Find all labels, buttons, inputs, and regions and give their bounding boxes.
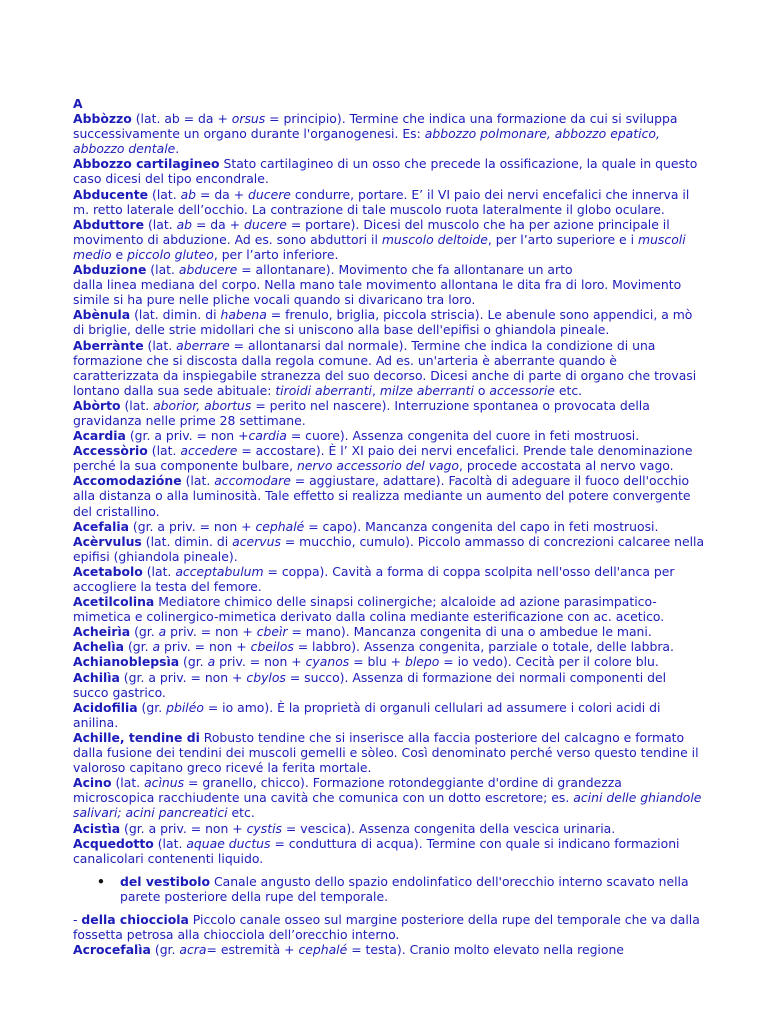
entry-text: , [372,382,380,398]
entry-term: Achille, tendine di [73,729,200,745]
entry-text: = succo). Assenza di formazione dei normali componenti del succo gastrico. [73,669,667,700]
entry-italic-text: cbeilos [250,639,294,655]
entry-italic-text: acervus [232,533,281,549]
glossary-entry [73,534,705,564]
entry-term: Acardia [73,428,126,444]
glossary-entry [73,654,705,669]
entry-italic-text: acra [179,942,207,958]
entry-text: (gr. a priv. = non + [120,820,247,836]
entry-term: Acidofilia [73,699,138,715]
entry-text: Stato cartilagineo di un osso che precede la ossificazione, la quale in questo caso dicesi del tipo encondrale. [73,156,698,187]
entry-italic-text: accedere [180,443,238,459]
entry-text: (lat. [143,337,177,353]
glossary-entry [73,519,705,534]
glossary-entry [73,700,705,730]
entry-italic-text: cyanos [305,654,350,670]
entry-text: , procede accostata al nervo vago. [459,458,674,474]
entries-list [73,111,705,866]
entry-italic-text: acìnus [144,775,185,791]
glossary-entry [73,307,705,337]
entry-term: Abduzione [73,262,147,278]
entry-term: Abduttore [73,216,145,232]
entry-term: Abòrto [73,397,121,413]
entry-text: = perito nel nascere). Interruzione spontanea o provocata della gravidanza nelle prime 28 settimane. [73,397,650,428]
entry-term: Aberrànte [73,337,144,353]
entry-italic-text: acini delle ghiandole salivari; acini pancreatici [73,790,702,821]
entry-text: = cuore). Assenza congenita del cuore in feti mostruosi. [286,428,640,444]
glossary-entry [73,594,705,624]
entry-italic-text: cystis [246,820,282,836]
entry-text: priv. = non + [215,654,306,670]
entry-italic-text: cephalé [298,942,348,958]
glossary-entry [73,111,705,156]
glossary-entry [73,639,705,654]
entry-text: = coppa). Cavità a forma di coppa scolpita nell'osso dell'anca per accogliere la testa del femore. [73,563,675,594]
entry-italic-text: pbiléo [166,699,204,715]
entry-text: = labbro). Assenza congenita, parziale o totale, delle labbra. [293,639,674,655]
entry-term: Abbozzo cartilagineo [73,156,220,172]
entry-text: = aggiustare, adattare). Facoltà di adeguare il fuoco dell'occhio alla distanza o alla luminosità. Tale effetto si realizza mediante un aumento del potere convergente del cristallino. [73,473,691,519]
entry-text: (lat. ab = da + [131,111,232,127]
entry-text: (gr. [179,654,208,670]
entry-italic-text: tiroidi aberranti [275,382,372,398]
dash-prefix: - [73,911,82,927]
entry-text: = mucchio, cumulo). Piccolo ammasso di concrezioni calcaree nella epifisi (ghiandola pineale). [73,533,705,564]
entry-italic-text: ab [176,216,193,232]
entry-text: (lat. [153,835,187,851]
entry-text: (lat. [148,186,181,202]
entry-term: Acistìa [73,820,121,836]
entry-italic-text: habena [220,307,267,323]
entry-text: (lat. [147,443,181,459]
glossary-entry [73,670,705,700]
glossary-entry [73,443,705,473]
entry-text: = blu + [349,654,405,670]
glossary-entry [73,821,705,836]
entry-italic-text: cephalé [255,518,305,534]
entry-italic-text: milze aberranti [379,382,474,398]
entry-italic-text: cbeìr [256,624,288,640]
entry-text: = da + [196,186,249,202]
glossary-entry [73,624,705,639]
entry-text: = io amo). È la proprietà di organuli cellulari ad assumere i colori acidi di anilina. [73,699,661,730]
entry-italic-text: nervo accessorio del vago [296,458,460,474]
entry-text: = granello, chicco). Formazione rotondeggiante d'ordine di grandezza microscopica racchiudente una cavità che comunica con un dotto escretore; es. [73,775,622,806]
entry-term: Accessòrio [73,443,148,459]
entry-text: (lat. [144,216,177,232]
entry-text: = allontanare). Movimento che fa allontanare un arto [237,262,573,278]
entry-text: (gr. [137,699,167,715]
entry-italic-text: aborior, abortus [153,397,252,413]
entry-term: Acrocefalìa [73,942,151,958]
entry-text: (gr. a priv. = non + [119,669,247,685]
bullet-text: Canale angusto dello spazio endolinfatico dell'orecchio interno scavato nella parete posteriore della rupe del temporale. [120,873,689,904]
entry-italic-text: aberrare [176,337,230,353]
entry-text: (lat. [181,473,215,489]
dash-text: Piccolo canale osseo sul margine posteriore della rupe del temporale che va dalla fossetta petrosa alla chiocciola dell’orecchio interno. [73,911,700,943]
entry-italic-text: a [152,639,161,655]
entry-text: = frenulo, briglia, piccola striscia). Le abenule sono appendici, a mò di briglie, delle strie midollari che si uniscono alla base dell'epifisi o ghiandola pineale. [73,307,693,338]
glossary-content [73,96,705,957]
glossary-entry [73,564,705,594]
entry-text: (gr. [130,624,159,640]
bullet-icon: • [97,873,105,889]
entry-term: Acetilcolina [73,594,155,610]
entry-italic-text: accomodare [214,473,291,489]
glossary-entry [73,187,705,217]
entry-text: = da + [192,216,245,232]
entry-text: etc. [227,805,255,821]
entry-italic-text: cbylos [246,669,286,685]
entry-text: priv. = non + [160,639,251,655]
entry-text: = accostare). È l’ XI paio dei nervi encefalici. Prende tale denominazione perché la sua componente bulbare, [73,443,693,474]
entry-italic-text: muscoli medio [73,231,686,262]
entry-text: , per l’arto inferiore. [213,246,339,262]
entry-text: (gr. a priv. = non + [125,428,249,444]
entry-term: Acefalia [73,518,129,534]
glossary-entry [73,473,705,518]
entry-text: (gr. [150,942,180,958]
entry-text: = io vedo). Cecità per il colore blu. [439,654,659,670]
glossary-entry [73,262,705,307]
entry-italic-text: ab [180,186,197,202]
dash-term: della chiocciola [81,911,189,927]
entry-italic-text: orsus [231,111,266,127]
entry-term: Abducente [73,186,149,202]
entry-term: Accomodazióne [73,473,182,489]
entry-text: etc. [554,382,583,398]
glossary-entry [73,428,705,443]
entry-text: Mediatore chimico delle sinapsi colinergiche; alcaloide ad azione parasimpatico-mimetica e colinergico-mimetica derivato dalla colina mediante esterificazione con ac. acetico. [73,594,665,625]
entry-text: (lat. dimin. di [141,533,233,549]
entry-text: = estremità + [206,942,299,958]
entry-text: = vescica). Assenza congenita della vescica urinaria. [281,820,616,836]
entry-italic-text: acceptabulum [175,563,264,579]
entry-text: e [111,246,128,262]
entry-text: = capo). Mancanza congenita del capo in feti mostruosi. [304,518,659,534]
entry-term: Abènula [73,307,131,323]
entry-italic-text: cardia [248,428,287,444]
entry-text: = testa). Cranio molto elevato nella regione [347,942,624,958]
entry-text: priv. = non + [166,624,257,640]
entry-text: (lat. [111,775,145,791]
entry-text: = allontanarsi dal normale). Termine che indica la condizione di una formazione che si discosta dalla regola comune. Ad es. un'arteria è aberrante quando è caratterizzata da inspiegabile stranezza del suo decorso. Dicesi anche di parte di organo che trovasi lontano dalla sua sede abituale: [73,337,697,398]
entry-italic-text: a [207,654,216,670]
dash-entry [73,912,705,942]
entry-text: = conduttura di acqua). Termine con quale si indicano formazioni canalicolari contenenti liquido. [73,835,680,866]
entry-italic-text: accessorie [489,382,555,398]
entry-text: , per l’arto superiore e i [487,231,638,247]
entry-italic-text: ducere [248,186,291,202]
entry-text: condurre, portare. E’ il VI paio dei nervi encefalici che innerva il m. retto laterale dell’occhio. La contrazione di tale muscolo ruota lateralmente il globo oculare. [73,186,690,217]
glossary-entry [73,775,705,820]
entry-text: = mano). Mancanza congenita di una o ambedue le mani. [287,624,652,640]
entry-term: Acetabolo [73,563,143,579]
entry-term: Abbòzzo [73,111,132,127]
entry-term: Achelìa [73,639,125,655]
glossary-entry [73,338,705,398]
entry-italic-text: abducere [178,262,238,278]
glossary-entry [73,156,705,186]
entry-term: Acheirìa [73,624,131,640]
glossary-entry [73,217,705,262]
entry-term: Achilìa [73,669,120,685]
entry-text: (lat. [142,563,176,579]
entry-italic-text: piccolo gluteo [127,246,214,262]
entry-text: = principio). Termine che indica una formazione da cui si sviluppa successivamente un organo durante l'organogenesi. Es: [73,111,678,142]
entry-term: Acèrvulus [73,533,142,549]
entry-term: Acino [73,775,112,791]
entry-text: (lat. [146,262,179,278]
entry-italic-text: a [158,624,167,640]
entry-text: o [473,382,490,398]
entry-text: (gr. [124,639,153,655]
entry-text: (lat. dimin. di [130,307,221,323]
entry-text: (gr. a priv. = non + [128,518,256,534]
entry-text: Robusto tendine che si inserisce alla faccia posteriore del calcagno e formato dalla fusione dei tendini dei muscoli gemelli e sòleo. Così denominato perché verso questo tendine il valoroso capitano greco ricevé la ferita mortale. [73,729,699,776]
glossary-entry [73,398,705,428]
bullet-term: del vestibolo [120,873,211,889]
glossary-entry [73,942,705,957]
entry-term: Achianoblepsìa [73,654,180,670]
entry-italic-text: abbozzo polmonare, abbozzo epatico, abbozzo dentale [73,126,660,157]
entry-text: (lat. [120,397,154,413]
entry-italic-text: blepo [404,654,440,670]
bullet-entry [73,874,705,904]
entry-italic-text: ducere [244,216,287,232]
entry-text: . [175,141,180,157]
section-letter: A [73,96,83,111]
glossary-entry [73,730,705,775]
glossary-entry [73,836,705,866]
entry-term: Acquedotto [73,835,154,851]
entry-text: dalla linea mediana del corpo. Nella mano tale movimento allontana le dita fra di loro. Movimento simile si ha pure nelle pliche vocali quando si divaricano tra loro. [73,277,682,308]
entry-italic-text: aquae ductus [186,835,271,851]
entry-text: = portare). Dicesi del muscolo che ha per azione principale il movimento di abduzione. Ad es. sono abduttori il [73,216,670,247]
entry-italic-text: muscolo deltoide [381,231,488,247]
